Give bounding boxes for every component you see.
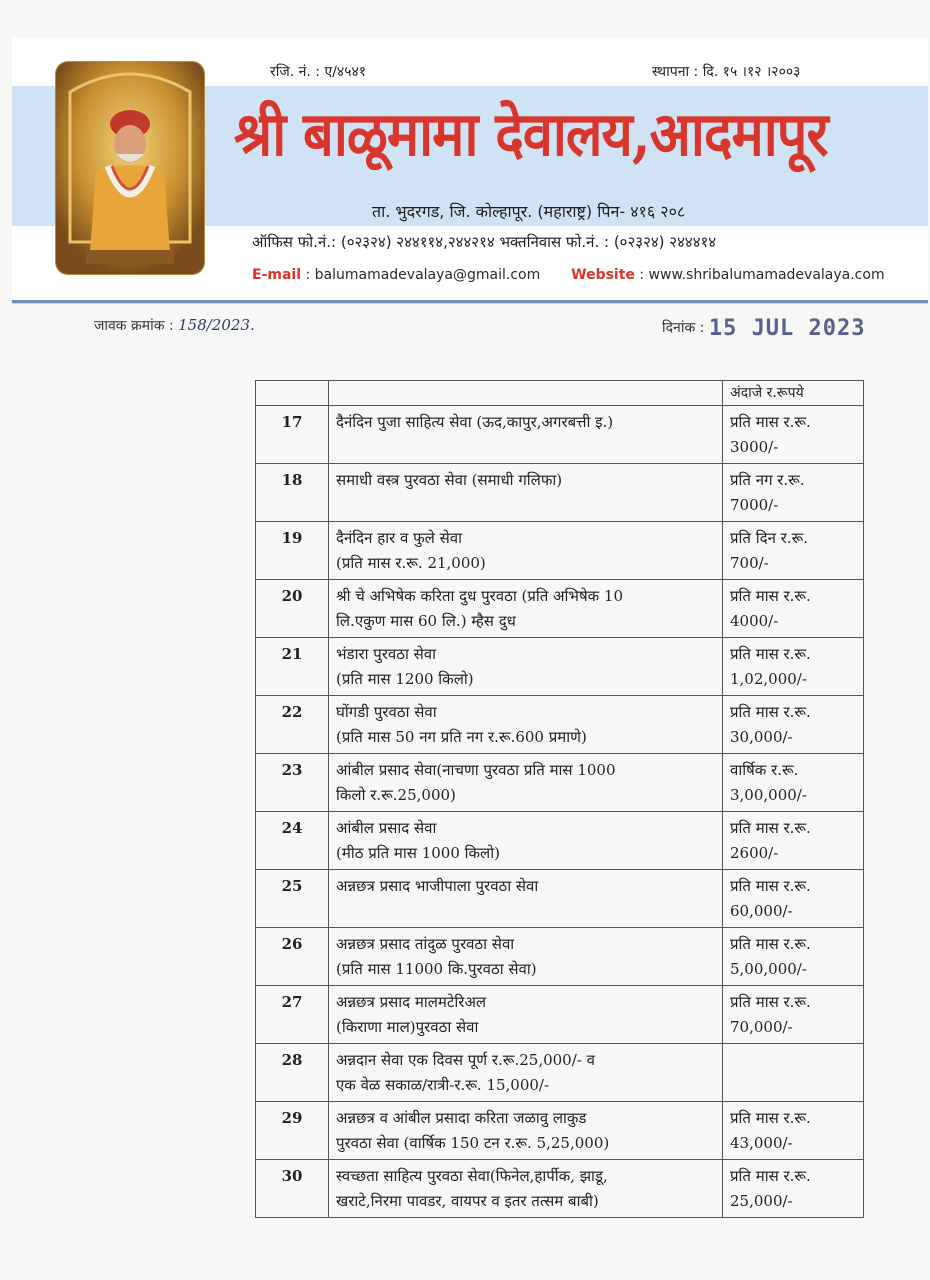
table-row — [256, 986, 864, 1044]
registration-number: रजि. नं. : ए/४५४१ — [270, 64, 367, 80]
estimated-amount — [723, 464, 864, 522]
service-description — [329, 928, 723, 986]
description-line-2: खराटे,निरमा पावडर, वायपर व इतर तत्सम बाबी) — [336, 1192, 599, 1210]
estimated-amount — [723, 522, 864, 580]
contact-line — [252, 267, 885, 283]
amount-value: 7000/- — [730, 496, 779, 514]
table-row — [256, 522, 864, 580]
description-line-1: भंडारा पुरवठा सेवा — [336, 645, 436, 663]
table-row — [256, 464, 864, 522]
description-line-2: (मीठ प्रति मास 1000 किलो) — [336, 844, 500, 862]
table-row — [256, 638, 864, 696]
amount-value: 4000/- — [730, 612, 779, 630]
services-table — [255, 380, 864, 1218]
amount-value: 60,000/- — [730, 902, 793, 920]
table-row — [256, 696, 864, 754]
header-desc-cell — [329, 381, 723, 406]
service-description — [329, 754, 723, 812]
row-number: 21 — [256, 638, 329, 696]
service-description — [329, 464, 723, 522]
service-description — [329, 406, 723, 464]
date-stamp: 15 JUL 2023 — [708, 316, 866, 341]
outward-value: 158/2023. — [178, 316, 255, 334]
amount-basis: प्रति मास र.रू. — [730, 1167, 811, 1185]
header-no-cell — [256, 381, 329, 406]
description-line-1: दैनंदिन पुजा साहित्य सेवा (ऊद,कापुर,अगरबत्ती इ.) — [336, 413, 614, 431]
amount-basis: प्रति मास र.रू. — [730, 587, 811, 605]
table-row — [256, 406, 864, 464]
website-value: : www.shribalumamadevalaya.com — [639, 267, 885, 283]
amount-basis: प्रति मास र.रू. — [730, 645, 811, 663]
row-number: 28 — [256, 1044, 329, 1102]
description-line-2: (प्रति मास 50 नग प्रति नग र.रू.600 प्रमाणे) — [336, 728, 587, 746]
outward-label: जावक क्रमांक : — [94, 318, 174, 334]
estimated-amount — [723, 638, 864, 696]
table-row — [256, 1044, 864, 1102]
service-description — [329, 580, 723, 638]
organization-title: श्री बाळूमामा देवालय,आदमापूर — [234, 97, 828, 170]
description-line-2: लि.एकुण मास 60 लि.) म्हैस दुध — [336, 612, 516, 630]
row-number: 17 — [256, 406, 329, 464]
phone-numbers: ऑफिस फो.नं.: (०२३२४) २४४११४,२४४२१४ भक्तनिवास फो.नं. : (०२३२४) २४४४१४ — [252, 233, 717, 251]
established-date: स्थापना : दि. १५ ।१२ ।२००३ — [652, 64, 801, 80]
description-line-1: अन्नछत्र प्रसाद भाजीपाला पुरवठा सेवा — [336, 877, 539, 895]
email-value: : balumamadevalaya@gmail.com — [305, 267, 541, 283]
date-line — [662, 316, 866, 341]
outward-number — [94, 316, 255, 335]
description-line-1: अन्नदान सेवा एक दिवस पूर्ण र.रू.25,000/- व — [336, 1051, 595, 1069]
service-description — [329, 522, 723, 580]
amount-value: 700/- — [730, 554, 769, 572]
description-line-1: स्वच्छता साहित्य पुरवठा सेवा(फिनेल,हार्पीक, झाडू, — [336, 1167, 608, 1185]
amount-value: 25,000/- — [730, 1192, 793, 1210]
table-row — [256, 754, 864, 812]
date-label: दिनांक : — [662, 320, 705, 336]
amount-basis: प्रति मास र.रू. — [730, 993, 811, 1011]
table-row — [256, 580, 864, 638]
estimated-amount — [723, 1160, 864, 1218]
table-header-row — [256, 381, 864, 406]
table-row — [256, 928, 864, 986]
estimated-amount — [723, 870, 864, 928]
amount-value: 3000/- — [730, 438, 779, 456]
estimated-amount — [723, 986, 864, 1044]
description-line-1: श्री चे अभिषेक करिता दुध पुरवठा (प्रति अभिषेक 10 — [336, 587, 624, 605]
header-amount-cell: अंदाजे र.रूपये — [723, 381, 864, 406]
amount-basis: प्रति दिन र.रू. — [730, 529, 809, 547]
amount-value: 2600/- — [730, 844, 779, 862]
description-line-2: (प्रति मास 11000 कि.पुरवठा सेवा) — [336, 960, 537, 978]
description-line-2: पुरवठा सेवा (वार्षिक 150 टन र.रू. 5,25,000) — [336, 1134, 610, 1152]
row-number: 30 — [256, 1160, 329, 1218]
row-number: 25 — [256, 870, 329, 928]
service-description — [329, 1102, 723, 1160]
email-label: E-mail — [252, 267, 302, 283]
description-line-1: अन्नछत्र व आंबील प्रसादा करिता जळावु लाकुड — [336, 1109, 587, 1127]
deity-photo — [56, 62, 204, 274]
description-line-1: आंबील प्रसाद सेवा(नाचणा पुरवठा प्रति मास 1000 — [336, 761, 616, 779]
amount-value: 70,000/- — [730, 1018, 793, 1036]
description-line-2: एक वेळ सकाळ/रात्री-र.रू. 15,000/- — [336, 1076, 550, 1094]
service-description — [329, 812, 723, 870]
service-description — [329, 638, 723, 696]
description-line-1: दैनंदिन हार व फुले सेवा — [336, 529, 462, 547]
description-line-2: किलो र.रू.25,000) — [336, 786, 456, 804]
description-line-1: अन्नछत्र प्रसाद मालमटेरिअल — [336, 993, 487, 1011]
row-number: 20 — [256, 580, 329, 638]
description-line-2: (किराणा माल)पुरवठा सेवा — [336, 1018, 479, 1036]
description-line-1: आंबील प्रसाद सेवा — [336, 819, 437, 837]
estimated-amount — [723, 1102, 864, 1160]
estimated-amount — [723, 696, 864, 754]
letterhead — [12, 38, 928, 303]
row-number: 27 — [256, 986, 329, 1044]
amount-value: 30,000/- — [730, 728, 793, 746]
description-line-1: घोंगडी पुरवठा सेवा — [336, 703, 437, 721]
estimated-amount — [723, 580, 864, 638]
website-label: Website — [571, 267, 635, 283]
amount-basis: प्रति मास र.रू. — [730, 819, 811, 837]
amount-value: 43,000/- — [730, 1134, 793, 1152]
estimated-amount — [723, 812, 864, 870]
address: ता. भुदरगड, जि. कोल्हापूर. (महाराष्ट्र) पिन- ४१६ २०८ — [372, 202, 686, 221]
amount-basis: प्रति मास र.रू. — [730, 877, 811, 895]
amount-basis: प्रति मास र.रू. — [730, 1109, 811, 1127]
estimated-amount — [723, 406, 864, 464]
table-row — [256, 1102, 864, 1160]
service-description — [329, 1044, 723, 1102]
description-line-1: समाधी वस्त्र पुरवठा सेवा (समाधी गलिफा) — [336, 471, 563, 489]
row-number: 19 — [256, 522, 329, 580]
estimated-amount — [723, 1044, 864, 1102]
service-description — [329, 986, 723, 1044]
table-row — [256, 870, 864, 928]
amount-value: 5,00,000/- — [730, 960, 807, 978]
table-row — [256, 812, 864, 870]
row-number: 29 — [256, 1102, 329, 1160]
table-row — [256, 1160, 864, 1218]
amount-value: 1,02,000/- — [730, 670, 807, 688]
estimated-amount — [723, 928, 864, 986]
description-line-2: (प्रति मास 1200 किलो) — [336, 670, 474, 688]
service-description — [329, 696, 723, 754]
service-description — [329, 870, 723, 928]
amount-basis: प्रति मास र.रू. — [730, 703, 811, 721]
row-number: 23 — [256, 754, 329, 812]
amount-basis: प्रति मास र.रू. — [730, 413, 811, 431]
description-line-2: (प्रति मास र.रू. 21,000) — [336, 554, 486, 572]
amount-value: 3,00,000/- — [730, 786, 807, 804]
description-line-1: अन्नछत्र प्रसाद तांदुळ पुरवठा सेवा — [336, 935, 515, 953]
service-description — [329, 1160, 723, 1218]
row-number: 26 — [256, 928, 329, 986]
amount-basis: प्रति मास र.रू. — [730, 935, 811, 953]
amount-basis: प्रति नग र.रू. — [730, 471, 805, 489]
amount-basis: वार्षिक र.रू. — [730, 761, 799, 779]
row-number: 24 — [256, 812, 329, 870]
estimated-amount — [723, 754, 864, 812]
row-number: 18 — [256, 464, 329, 522]
row-number: 22 — [256, 696, 329, 754]
